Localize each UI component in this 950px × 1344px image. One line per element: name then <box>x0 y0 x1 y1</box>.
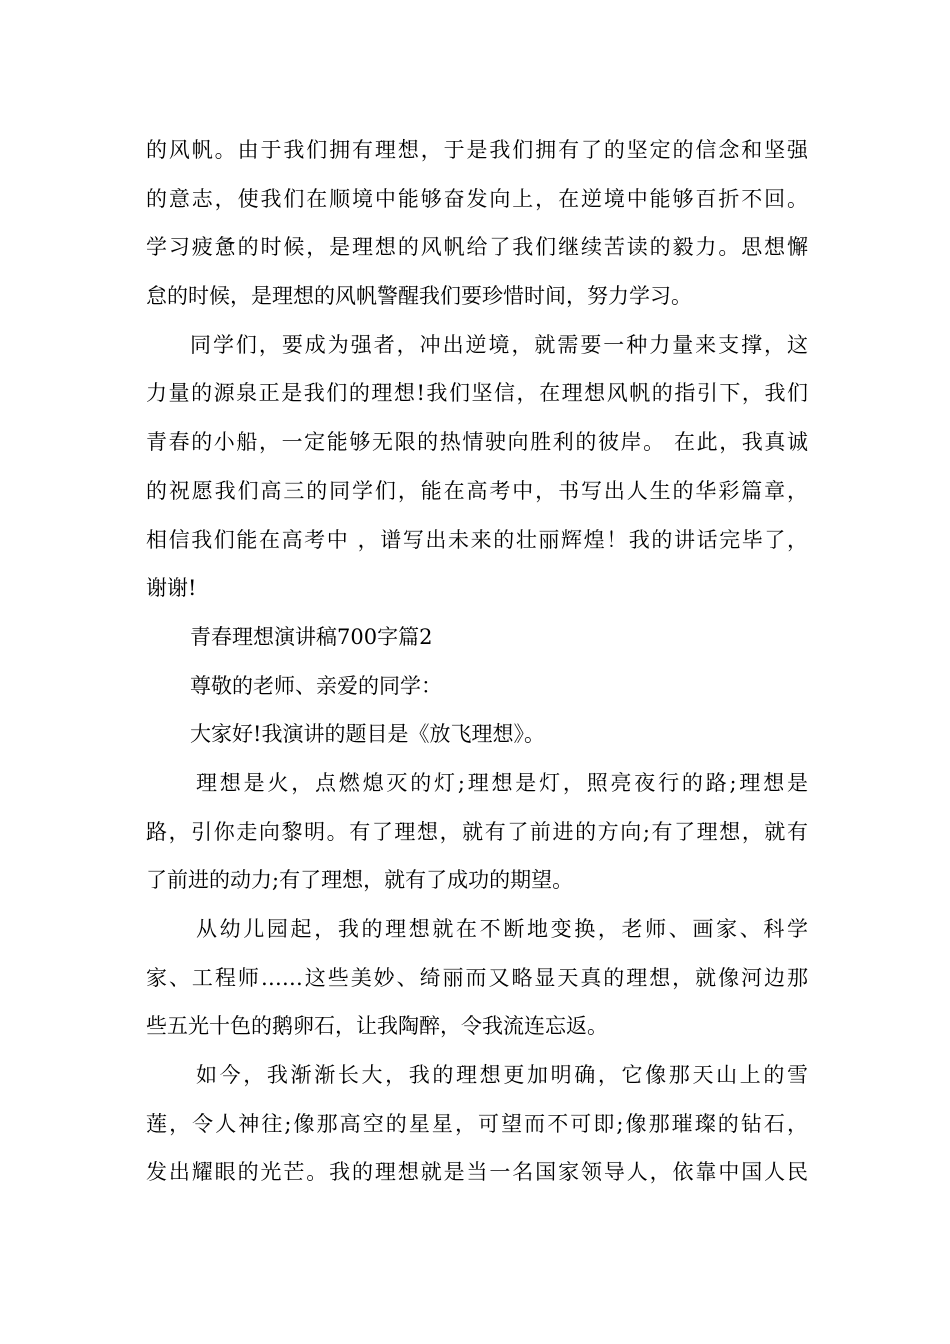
document-body <box>146 126 808 1197</box>
salutation: 尊敬的老师、亲爱的同学： <box>190 673 442 698</box>
text-line: 的祝愿我们高三的同学们，能在高考中，书写出人生的华彩篇章， <box>146 478 808 503</box>
text-line: 理想是火，点燃熄灭的灯;理想是灯，照亮夜行的路;理想是 <box>196 770 808 795</box>
text-line: 的意志，使我们在顺境中能够奋发向上，在逆境中能够百折不回。 <box>146 186 808 211</box>
text-line: 家、工程师……这些美妙、绮丽而又略显天真的理想，就像河边那 <box>146 965 808 990</box>
section-heading: 青春理想演讲稿700字篇2 <box>190 624 433 649</box>
text-line: 莲，令人神往;像那高空的星星，可望而不可即;像那璀璨的钻石， <box>146 1111 808 1136</box>
text-line: 大家好!我演讲的题目是《放飞理想》。 <box>190 722 545 747</box>
text-line: 青春的小船，一定能够无限的热情驶向胜利的彼岸。 在此，我真诚 <box>146 430 808 455</box>
text-line: 怠的时候，是理想的风帆警醒我们要珍惜时间，努力学习。 <box>146 284 692 309</box>
text-line: 同学们，要成为强者，冲出逆境，就需要一种力量来支撑，这 <box>190 332 808 357</box>
text-line: 从幼儿园起，我的理想就在不断地变换，老师、画家、科学 <box>196 917 808 941</box>
text-line: 力量的源泉正是我们的理想!我们坚信，在理想风帆的指引下，我们 <box>146 381 808 406</box>
text-line: 如今，我渐渐长大，我的理想更加明确，它像那天山上的雪 <box>196 1063 808 1088</box>
text-line: 发出耀眼的光芒。我的理想就是当一名国家领导人，依靠中国人民 <box>146 1160 808 1185</box>
text-line: 的风帆。由于我们拥有理想，于是我们拥有了的坚定的信念和坚强 <box>146 138 808 162</box>
text-line: 学习疲惫的时候，是理想的风帆给了我们继续苦读的毅力。思想懈 <box>146 235 808 260</box>
text-line: 谢谢! <box>146 576 197 601</box>
text-line: 了前进的动力;有了理想，就有了成功的期望。 <box>146 868 574 893</box>
text-line: 些五光十色的鹅卵石，让我陶醉，令我流连忘返。 <box>146 1014 608 1039</box>
text-line: 相信我们能在高考中 ，谱写出未来的壮丽辉煌！我的讲话完毕了， <box>146 527 808 552</box>
text-line: 路，引你走向黎明。有了理想，就有了前进的方向;有了理想，就有 <box>146 819 808 844</box>
